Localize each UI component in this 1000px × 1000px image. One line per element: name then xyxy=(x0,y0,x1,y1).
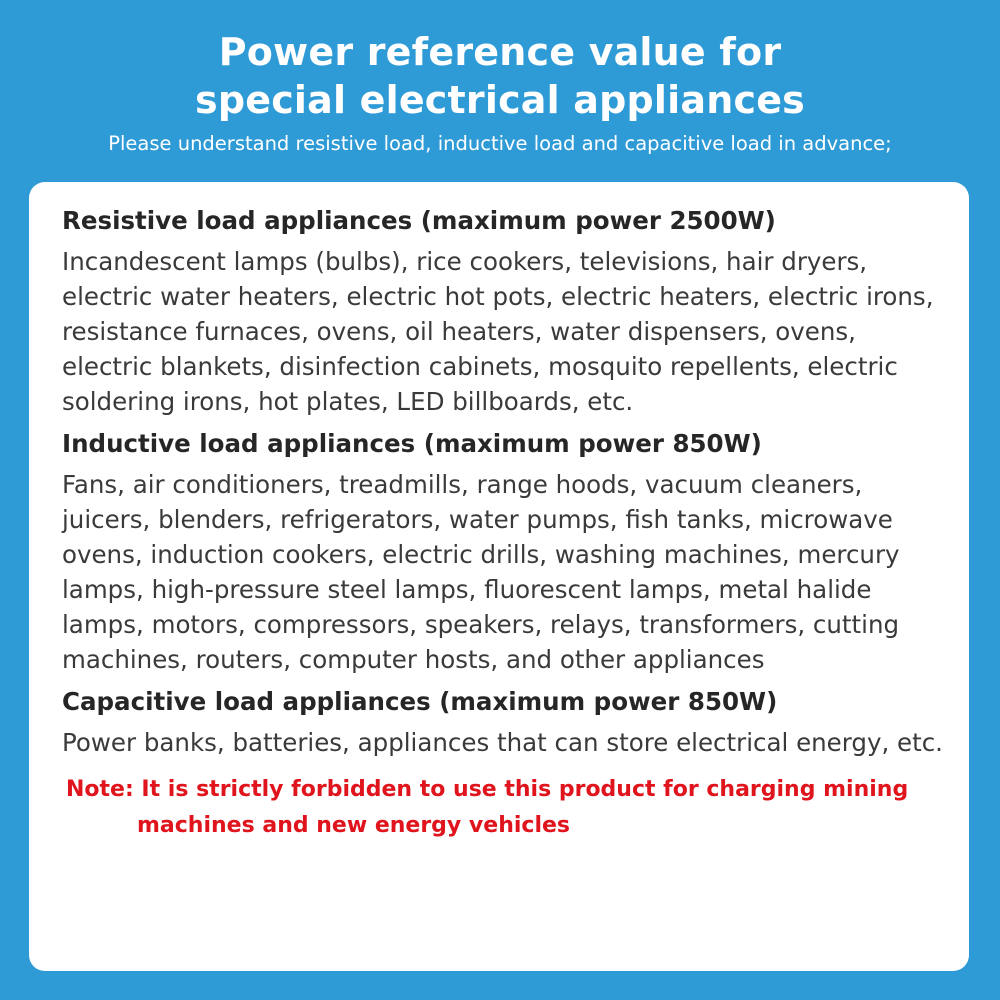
page-header xyxy=(0,0,1000,158)
warning-note-line-1: Note: It is strictly forbidden to use this product for charging mining xyxy=(66,777,909,802)
title-line-1: Power reference value for xyxy=(218,30,782,74)
warning-note xyxy=(62,772,945,844)
section-body: Fans, air conditioners, treadmills, range hoods, vacuum cleaners, juicers, blenders, refrigerators, water pumps, fish tanks, microwave ovens, induction cookers, electric drills, washing machines, mercury lamps, high-pressure steel lamps, fluorescent lamps, metal halide lamps, motors, compressors, speakers, relays, transformers, cutting machines, routers, computer hosts, and other appliances xyxy=(62,470,900,674)
content-card xyxy=(29,182,969,971)
section-inductive-load xyxy=(62,427,945,677)
title-line-2: special electrical appliances xyxy=(195,78,805,122)
section-heading: Inductive load appliances (maximum power 850W) xyxy=(62,429,762,458)
warning-note-line-2: machines and new energy vehicles xyxy=(137,813,570,838)
section-capacitive-load xyxy=(62,685,945,760)
section-body: Power banks, batteries, appliances that can store electrical energy, etc. xyxy=(62,728,943,757)
section-heading: Capacitive load appliances (maximum power 850W) xyxy=(62,687,778,716)
section-resistive-load xyxy=(62,204,945,419)
section-body: Incandescent lamps (bulbs), rice cookers, televisions, hair dryers, electric water heaters, electric hot pots, electric heaters, electric irons, resistance furnaces, ovens, oil heaters, water dispensers, ovens, electric blankets, disinfection cabinets, mosquito repellents, electric soldering irons, hot plates, LED billboards, etc. xyxy=(62,247,934,416)
page-subtitle: Please understand resistive load, inductive load and capacitive load in advance; xyxy=(108,132,892,155)
section-heading: Resistive load appliances (maximum power 2500W) xyxy=(62,206,776,235)
page-title xyxy=(0,0,1000,124)
